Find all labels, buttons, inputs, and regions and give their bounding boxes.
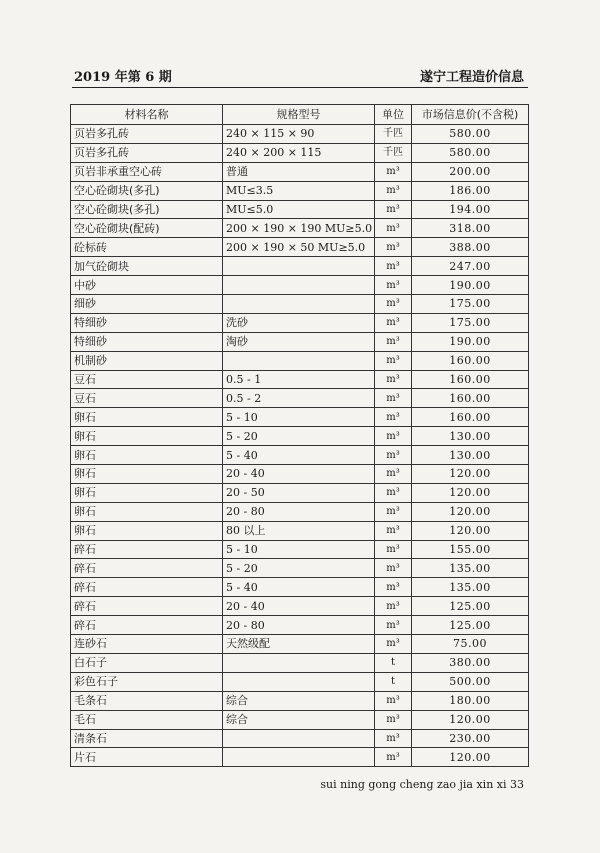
spec-cell [223, 257, 375, 276]
table-row [71, 446, 529, 465]
material-name-cell: 卵石 [71, 483, 223, 502]
table-row [71, 616, 529, 635]
unit-cell: m³ [375, 597, 412, 616]
table-row [71, 295, 529, 314]
spec-cell: 20 - 50 [223, 483, 375, 502]
publication-title: 遂宁工程造价信息 [419, 70, 524, 85]
table-row [71, 332, 529, 351]
material-name-cell: 片石 [71, 748, 223, 767]
price-cell: 230.00 [412, 729, 529, 748]
spec-cell: 200 × 190 × 50 MU≥5.0 [223, 238, 375, 257]
table-row [71, 125, 529, 144]
material-name-cell: 碎石 [71, 616, 223, 635]
material-name-cell: 空心砼砌块(多孔) [71, 200, 223, 219]
table-row [71, 465, 529, 484]
price-cell: 160.00 [412, 389, 529, 408]
spec-cell [223, 653, 375, 672]
material-name-cell: 彩色石子 [71, 672, 223, 691]
table-row [71, 521, 529, 540]
price-cell: 580.00 [412, 125, 529, 144]
spec-cell [223, 295, 375, 314]
unit-cell: m³ [375, 370, 412, 389]
material-name-cell: 卵石 [71, 465, 223, 484]
unit-cell: m³ [375, 408, 412, 427]
header-spec: 规格型号 [223, 105, 375, 125]
table-row [71, 691, 529, 710]
unit-cell: m³ [375, 351, 412, 370]
table-row [71, 729, 529, 748]
unit-cell: m³ [375, 181, 412, 200]
unit-cell: m³ [375, 691, 412, 710]
table-row [71, 559, 529, 578]
price-cell: 200.00 [412, 162, 529, 181]
unit-cell: m³ [375, 559, 412, 578]
unit-cell: m³ [375, 200, 412, 219]
price-cell: 190.00 [412, 332, 529, 351]
price-cell: 388.00 [412, 238, 529, 257]
material-name-cell: 卵石 [71, 502, 223, 521]
material-name-cell: 空心砼砌块(配砖) [71, 219, 223, 238]
unit-cell: m³ [375, 295, 412, 314]
spec-cell [223, 276, 375, 295]
price-cell: 247.00 [412, 257, 529, 276]
table-row [71, 370, 529, 389]
price-cell: 194.00 [412, 200, 529, 219]
material-name-cell: 豆石 [71, 389, 223, 408]
table-row [71, 653, 529, 672]
table-row [71, 238, 529, 257]
unit-cell: m³ [375, 502, 412, 521]
table-header-row [71, 105, 529, 125]
spec-cell: 天然级配 [223, 635, 375, 654]
unit-cell: m³ [375, 540, 412, 559]
spec-cell: 240 × 115 × 90 [223, 125, 375, 144]
material-name-cell: 卵石 [71, 521, 223, 540]
unit-cell: 千匹 [375, 125, 412, 144]
price-cell: 130.00 [412, 427, 529, 446]
material-price-table [70, 104, 529, 767]
table-row [71, 181, 529, 200]
header-material-name: 材料名称 [71, 105, 223, 125]
table-row [71, 540, 529, 559]
table-row [71, 672, 529, 691]
unit-cell: m³ [375, 276, 412, 295]
price-cell: 125.00 [412, 616, 529, 635]
header-unit: 单位 [375, 105, 412, 125]
spec-cell: 综合 [223, 710, 375, 729]
table-row [71, 162, 529, 181]
material-name-cell: 清条石 [71, 729, 223, 748]
price-cell: 120.00 [412, 465, 529, 484]
price-cell: 160.00 [412, 351, 529, 370]
unit-cell: m³ [375, 446, 412, 465]
material-name-cell: 毛石 [71, 710, 223, 729]
material-name-cell: 卵石 [71, 446, 223, 465]
unit-cell: m³ [375, 427, 412, 446]
price-cell: 120.00 [412, 502, 529, 521]
unit-cell: m³ [375, 465, 412, 484]
unit-cell: m³ [375, 257, 412, 276]
header-price: 市场信息价(不含税) [412, 105, 529, 125]
material-name-cell: 豆石 [71, 370, 223, 389]
spec-cell: MU≤5.0 [223, 200, 375, 219]
price-cell: 175.00 [412, 313, 529, 332]
table-row [71, 408, 529, 427]
table-row [71, 389, 529, 408]
table-row [71, 635, 529, 654]
material-name-cell: 碎石 [71, 540, 223, 559]
spec-cell: MU≤3.5 [223, 181, 375, 200]
material-name-cell: 机制砂 [71, 351, 223, 370]
table-row [71, 143, 529, 162]
table-row [71, 200, 529, 219]
material-name-cell: 碎石 [71, 559, 223, 578]
spec-cell: 5 - 20 [223, 559, 375, 578]
unit-cell: m³ [375, 332, 412, 351]
material-name-cell: 毛条石 [71, 691, 223, 710]
material-name-cell: 中砂 [71, 276, 223, 295]
page-footer: sui ning gong cheng zao jia xin xi 33 [320, 778, 524, 791]
price-cell: 155.00 [412, 540, 529, 559]
table-row [71, 710, 529, 729]
unit-cell: m³ [375, 729, 412, 748]
unit-cell: m³ [375, 389, 412, 408]
spec-cell: 5 - 40 [223, 578, 375, 597]
price-cell: 120.00 [412, 748, 529, 767]
table-row [71, 257, 529, 276]
issue-label: 2019 年第 6 期 [74, 70, 172, 85]
unit-cell: t [375, 653, 412, 672]
price-cell: 175.00 [412, 295, 529, 314]
unit-cell: m³ [375, 238, 412, 257]
price-cell: 75.00 [412, 635, 529, 654]
price-cell: 180.00 [412, 691, 529, 710]
spec-cell: 0.5 - 1 [223, 370, 375, 389]
price-cell: 380.00 [412, 653, 529, 672]
price-cell: 160.00 [412, 408, 529, 427]
unit-cell: m³ [375, 635, 412, 654]
table-row [71, 578, 529, 597]
spec-cell: 240 × 200 × 115 [223, 143, 375, 162]
price-cell: 500.00 [412, 672, 529, 691]
spec-cell: 5 - 40 [223, 446, 375, 465]
spec-cell: 洗砂 [223, 313, 375, 332]
unit-cell: m³ [375, 748, 412, 767]
spec-cell [223, 672, 375, 691]
spec-cell: 5 - 10 [223, 408, 375, 427]
price-cell: 135.00 [412, 559, 529, 578]
table-row [71, 313, 529, 332]
unit-cell: m³ [375, 578, 412, 597]
price-cell: 120.00 [412, 710, 529, 729]
spec-cell: 5 - 20 [223, 427, 375, 446]
spec-cell [223, 351, 375, 370]
unit-cell: m³ [375, 521, 412, 540]
unit-cell: 千匹 [375, 143, 412, 162]
table-row [71, 502, 529, 521]
unit-cell: m³ [375, 162, 412, 181]
table-row [71, 427, 529, 446]
price-cell: 130.00 [412, 446, 529, 465]
material-name-cell: 空心砼砌块(多孔) [71, 181, 223, 200]
material-name-cell: 细砂 [71, 295, 223, 314]
material-name-cell: 页岩非承重空心砖 [71, 162, 223, 181]
spec-cell: 淘砂 [223, 332, 375, 351]
spec-cell: 20 - 40 [223, 465, 375, 484]
unit-cell: m³ [375, 710, 412, 729]
spec-cell: 普通 [223, 162, 375, 181]
price-cell: 160.00 [412, 370, 529, 389]
header-divider [72, 87, 528, 88]
table-row [71, 351, 529, 370]
price-cell: 580.00 [412, 143, 529, 162]
price-cell: 120.00 [412, 521, 529, 540]
material-name-cell: 碎石 [71, 578, 223, 597]
material-name-cell: 加气砼砌块 [71, 257, 223, 276]
price-cell: 120.00 [412, 483, 529, 502]
table-row [71, 483, 529, 502]
spec-cell: 0.5 - 2 [223, 389, 375, 408]
spec-cell: 20 - 40 [223, 597, 375, 616]
unit-cell: t [375, 672, 412, 691]
material-name-cell: 砼标砖 [71, 238, 223, 257]
price-cell: 186.00 [412, 181, 529, 200]
price-cell: 135.00 [412, 578, 529, 597]
table-row [71, 219, 529, 238]
spec-cell: 200 × 190 × 190 MU≥5.0 [223, 219, 375, 238]
spec-cell: 20 - 80 [223, 502, 375, 521]
material-name-cell: 卵石 [71, 427, 223, 446]
unit-cell: m³ [375, 483, 412, 502]
table-row [71, 276, 529, 295]
spec-cell [223, 729, 375, 748]
material-name-cell: 特细砂 [71, 332, 223, 351]
material-name-cell: 页岩多孔砖 [71, 125, 223, 144]
material-name-cell: 连砂石 [71, 635, 223, 654]
spec-cell: 5 - 10 [223, 540, 375, 559]
material-name-cell: 白石子 [71, 653, 223, 672]
material-name-cell: 页岩多孔砖 [71, 143, 223, 162]
spec-cell: 综合 [223, 691, 375, 710]
material-name-cell: 碎石 [71, 597, 223, 616]
table-row [71, 748, 529, 767]
unit-cell: m³ [375, 313, 412, 332]
unit-cell: m³ [375, 616, 412, 635]
material-name-cell: 特细砂 [71, 313, 223, 332]
price-cell: 190.00 [412, 276, 529, 295]
spec-cell: 80 以上 [223, 521, 375, 540]
material-name-cell: 卵石 [71, 408, 223, 427]
spec-cell [223, 748, 375, 767]
price-cell: 125.00 [412, 597, 529, 616]
price-cell: 318.00 [412, 219, 529, 238]
spec-cell: 20 - 80 [223, 616, 375, 635]
unit-cell: m³ [375, 219, 412, 238]
table-row [71, 597, 529, 616]
